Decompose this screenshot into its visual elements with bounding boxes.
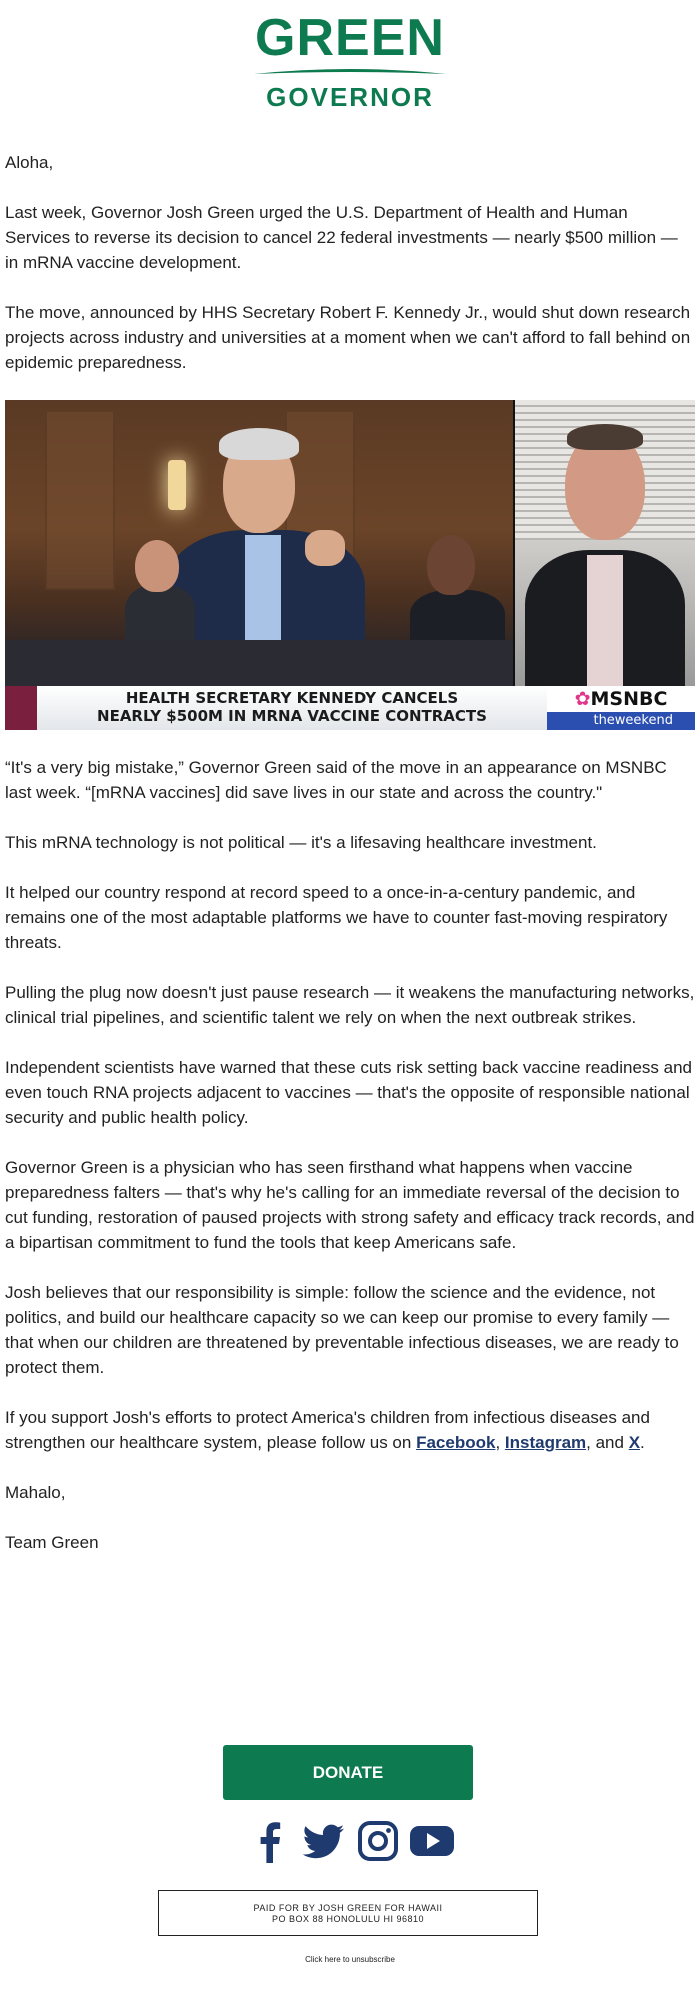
network-logo: ✿MSNBC xyxy=(574,688,668,710)
paragraph-5: It helped our country respond at record speed to a once-in-a-century pandemic, and remains one of the most adaptable platforms we have to counter fast-moving respiratory threats. xyxy=(5,883,668,952)
paragraph-4: This mRNA technology is not political — it's a lifesaving healthcare investment. xyxy=(5,833,597,852)
facebook-link[interactable]: Facebook xyxy=(416,1433,496,1452)
signoff: Mahalo, xyxy=(5,1483,66,1502)
email-body xyxy=(5,150,695,1580)
paragraph-10: If you support Josh's efforts to protect America's children from infectious diseases and strengthen our healthcare system, please follow us on Facebook, Instagram, and X. xyxy=(5,1408,650,1452)
paragraph-8: Governor Green is a physician who has seen firsthand what happens when vaccine preparedness falters — that's why he's calling for an immediate reversal of the decision to cut funding, restoration of paused projects with strong safety and efficacy track records, and a bipartisan commitment to fund the tools that keep Americans safe. xyxy=(5,1158,695,1252)
paragraph-3: “It's a very big mistake,” Governor Green said of the move in an appearance on MSNBC last week. “[mRNA vaccines] did save lives in our state and across the country." xyxy=(5,758,667,802)
peacock-icon: ✿ xyxy=(574,688,591,710)
instagram-link[interactable]: Instagram xyxy=(504,1433,587,1452)
news-chyron xyxy=(5,686,695,730)
logo-wordmark-bottom: GOVERNOR xyxy=(266,82,434,112)
msnbc-interview-image xyxy=(5,400,695,730)
instagram-icon[interactable] xyxy=(354,1817,402,1865)
paragraph-7: Independent scientists have warned that these cuts risk setting back vaccine readiness and even touch RNA projects adjacent to vaccines — that's the opposite of responsible national security and public health policy. xyxy=(5,1058,693,1127)
paragraph-6: Pulling the plug now doesn't just pause research — it weakens the manufacturing networks, clinical trial pipelines, and scientific talent we rely on when the next outbreak strikes. xyxy=(5,983,695,1027)
wall-lamp xyxy=(168,460,186,510)
paragraph-9: Josh believes that our responsibility is simple: follow the science and the evidence, not politics, and build our healthcare capacity so we can keep our promise to every family — that when our children are threatened by preventable infectious diseases, we are ready to protect them. xyxy=(5,1283,679,1377)
signature: Team Green xyxy=(5,1533,99,1552)
chyron-headline: HEALTH SECRETARY KENNEDY CANCELS NEARLY $500M IN MRNA VACCINE CONTRACTS xyxy=(97,689,487,725)
logo-swoosh-icon xyxy=(250,66,450,80)
social-links xyxy=(0,1817,700,1867)
twitter-icon[interactable] xyxy=(300,1817,348,1865)
facebook-icon[interactable] xyxy=(246,1817,294,1865)
paid-for-disclaimer: PAID FOR BY JOSH GREEN FOR HAWAII PO BOX 88 HONOLULU HI 96810 xyxy=(158,1890,538,1936)
hearing-table xyxy=(5,640,515,686)
donate-button[interactable]: DONATE xyxy=(223,1745,473,1800)
x-link[interactable]: X xyxy=(628,1433,641,1452)
youtube-icon[interactable] xyxy=(408,1817,456,1865)
wall-panel xyxy=(45,410,115,590)
show-name: theweekend xyxy=(547,712,695,730)
paragraph-1: Last week, Governor Josh Green urged the U.S. Department of Health and Human Services to reverse its decision to cancel 22 federal investments — nearly $500 million — in mRNA vaccine development. xyxy=(5,203,678,272)
unsubscribe-link[interactable]: Click here to unsubscribe xyxy=(305,1955,395,1964)
logo-wordmark-top: GREEN xyxy=(255,9,445,67)
hearing-scene xyxy=(5,400,515,686)
green-governor-logo xyxy=(0,9,700,112)
paragraph-2: The move, announced by HHS Secretary Robert F. Kennedy Jr., would shut down research projects across industry and universities at a moment when we can't afford to fall behind on epidemic preparedness. xyxy=(5,303,691,372)
greeting: Aloha, xyxy=(5,153,54,172)
remote-guest-panel xyxy=(515,400,695,686)
